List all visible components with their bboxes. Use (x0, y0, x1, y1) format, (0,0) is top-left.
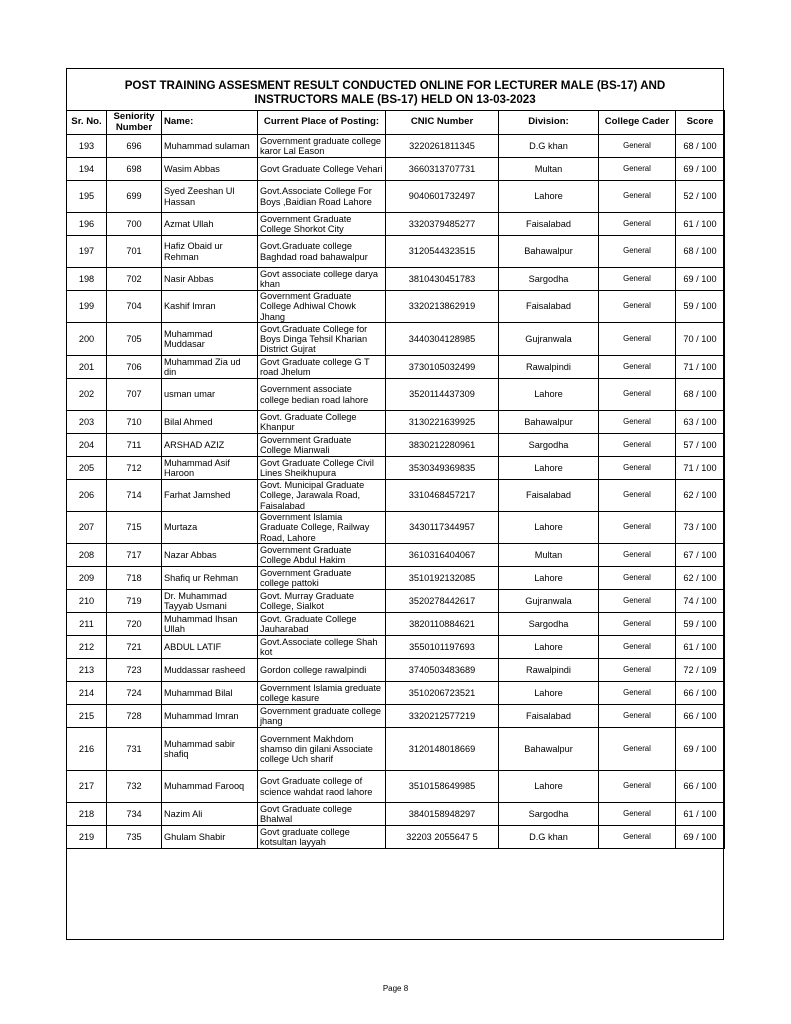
cell-cnic: 3520114437309 (386, 379, 499, 411)
cell-cnic: 3220261811345 (386, 135, 499, 158)
cell-posting: Govt. Murray Graduate College, Sialkot (258, 590, 386, 613)
cell-sr: 204 (67, 434, 107, 457)
cell-sr: 215 (67, 705, 107, 728)
table-row (67, 544, 725, 567)
cell-name: Muhammad Asif Haroon (162, 457, 258, 480)
cell-cadre: General (599, 236, 676, 268)
cell-cnic: 32203 2055647 5 (386, 826, 499, 849)
cell-cnic: 3660313707731 (386, 158, 499, 181)
cell-score: 57 / 100 (676, 434, 725, 457)
cell-score: 66 / 100 (676, 705, 725, 728)
table-row (67, 213, 725, 236)
table-row (67, 728, 725, 771)
cell-division: Bahawalpur (499, 236, 599, 268)
cell-name: Ghulam Shabir (162, 826, 258, 849)
cell-cnic: 3310468457217 (386, 480, 499, 512)
table-row (67, 323, 725, 356)
cell-seniority: 720 (107, 613, 162, 636)
cell-seniority: 719 (107, 590, 162, 613)
cell-name: Muhammad Farooq (162, 771, 258, 803)
table-row (67, 826, 725, 849)
cell-score: 72 / 109 (676, 659, 725, 682)
cell-posting: Government Graduate College Shorkot City (258, 213, 386, 236)
cell-cadre: General (599, 682, 676, 705)
cell-posting: Govt.Associate college Shah kot (258, 636, 386, 659)
header-sr: Sr. No. (67, 111, 107, 135)
cell-posting: Government Graduate College Mianwali (258, 434, 386, 457)
cell-cnic: 3510192132085 (386, 567, 499, 590)
table-row (67, 567, 725, 590)
cell-seniority: 711 (107, 434, 162, 457)
cell-sr: 198 (67, 268, 107, 291)
cell-posting: Govt Graduate College Civil Lines Sheikhupura (258, 457, 386, 480)
cell-posting: Govt. Graduate College Khanpur (258, 411, 386, 434)
cell-cadre: General (599, 411, 676, 434)
cell-cnic: 3510206723521 (386, 682, 499, 705)
cell-posting: Government Islamia greduate college kasure (258, 682, 386, 705)
table-row (67, 158, 725, 181)
document-title (66, 79, 724, 107)
cell-cadre: General (599, 567, 676, 590)
cell-score: 62 / 100 (676, 567, 725, 590)
table-row (67, 803, 725, 826)
cell-posting: Government Makhdom shamso din gilani Associate college Uch sharif (258, 728, 386, 771)
cell-seniority: 701 (107, 236, 162, 268)
cell-division: Multan (499, 158, 599, 181)
cell-name: Muhammad Imran (162, 705, 258, 728)
cell-division: Lahore (499, 512, 599, 544)
cell-name: Dr. Muhammad Tayyab Usmani (162, 590, 258, 613)
cell-seniority: 702 (107, 268, 162, 291)
cell-cnic: 3810430451783 (386, 268, 499, 291)
cell-sr: 208 (67, 544, 107, 567)
title-line-2: INSTRUCTORS MALE (BS-17) HELD ON 13-03-2023 (254, 93, 536, 106)
cell-posting: Government Islamia Graduate College, Railway Road, Lahore (258, 512, 386, 544)
cell-cnic: 3520278442617 (386, 590, 499, 613)
cell-sr: 214 (67, 682, 107, 705)
cell-division: Bahawalpur (499, 728, 599, 771)
cell-seniority: 699 (107, 181, 162, 213)
cell-posting: Govt Graduate college G T road Jhelum (258, 356, 386, 379)
table-row (67, 411, 725, 434)
cell-cadre: General (599, 636, 676, 659)
table-row (67, 480, 725, 512)
cell-score: 61 / 100 (676, 636, 725, 659)
cell-division: Sargodha (499, 613, 599, 636)
cell-posting: Govt. Municipal Graduate College, Jarawala Road, Faisalabad (258, 480, 386, 512)
cell-division: Lahore (499, 379, 599, 411)
cell-name: Wasim Abbas (162, 158, 258, 181)
cell-sr: 216 (67, 728, 107, 771)
cell-sr: 209 (67, 567, 107, 590)
cell-division: Bahawalpur (499, 411, 599, 434)
cell-cadre: General (599, 705, 676, 728)
table-body (67, 135, 725, 849)
cell-posting: Govt Graduate College Vehari (258, 158, 386, 181)
cell-sr: 199 (67, 291, 107, 323)
cell-posting: Government graduate college karor Lal Eason (258, 135, 386, 158)
cell-seniority: 710 (107, 411, 162, 434)
cell-cnic: 3530349369835 (386, 457, 499, 480)
cell-name: Nasir Abbas (162, 268, 258, 291)
cell-division: Rawalpindi (499, 659, 599, 682)
cell-score: 71 / 100 (676, 457, 725, 480)
table-row (67, 457, 725, 480)
cell-division: Sargodha (499, 434, 599, 457)
cell-cadre: General (599, 659, 676, 682)
cell-cnic: 3320213862919 (386, 291, 499, 323)
cell-cnic: 3730105032499 (386, 356, 499, 379)
table-row (67, 771, 725, 803)
header-posting: Current Place of Posting: (258, 111, 386, 135)
cell-seniority: 705 (107, 323, 162, 356)
cell-score: 63 / 100 (676, 411, 725, 434)
cell-cnic: 3120148018669 (386, 728, 499, 771)
cell-score: 71 / 100 (676, 356, 725, 379)
cell-seniority: 714 (107, 480, 162, 512)
cell-cnic: 3320379485277 (386, 213, 499, 236)
cell-posting: Govt graduate college kotsultan layyah (258, 826, 386, 849)
cell-name: ARSHAD AZIZ (162, 434, 258, 457)
cell-name: Farhat Jamshed (162, 480, 258, 512)
cell-division: Sargodha (499, 268, 599, 291)
cell-cadre: General (599, 158, 676, 181)
cell-seniority: 707 (107, 379, 162, 411)
cell-seniority: 704 (107, 291, 162, 323)
cell-name: Hafiz Obaid ur Rehman (162, 236, 258, 268)
cell-seniority: 724 (107, 682, 162, 705)
cell-cnic: 3440304128985 (386, 323, 499, 356)
cell-sr: 218 (67, 803, 107, 826)
cell-sr: 201 (67, 356, 107, 379)
cell-score: 73 / 100 (676, 512, 725, 544)
cell-name: Muddassar rasheed (162, 659, 258, 682)
cell-division: Lahore (499, 181, 599, 213)
table-row (67, 356, 725, 379)
header-cadre: College Cader (599, 111, 676, 135)
cell-score: 69 / 100 (676, 728, 725, 771)
cell-division: Faisalabad (499, 291, 599, 323)
cell-cnic: 3510158649985 (386, 771, 499, 803)
cell-cnic: 3130221639925 (386, 411, 499, 434)
cell-division: Faisalabad (499, 213, 599, 236)
cell-seniority: 723 (107, 659, 162, 682)
cell-name: Muhammad Bilal (162, 682, 258, 705)
table-row (67, 636, 725, 659)
table-row (67, 236, 725, 268)
cell-sr: 195 (67, 181, 107, 213)
cell-name: usman umar (162, 379, 258, 411)
cell-name: Muhammad sulaman (162, 135, 258, 158)
cell-cadre: General (599, 826, 676, 849)
cell-sr: 194 (67, 158, 107, 181)
cell-cnic: 3740503483689 (386, 659, 499, 682)
cell-seniority: 712 (107, 457, 162, 480)
cell-cadre: General (599, 590, 676, 613)
cell-seniority: 734 (107, 803, 162, 826)
cell-score: 70 / 100 (676, 323, 725, 356)
cell-division: Faisalabad (499, 705, 599, 728)
table-row (67, 379, 725, 411)
cell-score: 66 / 100 (676, 682, 725, 705)
cell-name: Azmat Ullah (162, 213, 258, 236)
cell-score: 67 / 100 (676, 544, 725, 567)
table-row (67, 291, 725, 323)
cell-seniority: 706 (107, 356, 162, 379)
cell-posting: Government associate college bedian road lahore (258, 379, 386, 411)
cell-name: Muhammad Ihsan Ullah (162, 613, 258, 636)
table-row (67, 181, 725, 213)
cell-cnic: 3430117344957 (386, 512, 499, 544)
cell-seniority: 696 (107, 135, 162, 158)
cell-score: 59 / 100 (676, 613, 725, 636)
cell-seniority: 715 (107, 512, 162, 544)
cell-cnic: 3610316404067 (386, 544, 499, 567)
cell-sr: 193 (67, 135, 107, 158)
cell-sr: 217 (67, 771, 107, 803)
cell-name: Bilal Ahmed (162, 411, 258, 434)
table-row (67, 613, 725, 636)
cell-name: Murtaza (162, 512, 258, 544)
cell-score: 69 / 100 (676, 268, 725, 291)
cell-cadre: General (599, 434, 676, 457)
cell-name: Muhammad Zia ud din (162, 356, 258, 379)
cell-cadre: General (599, 544, 676, 567)
cell-name: Muhammad sabir shafiq (162, 728, 258, 771)
cell-name: ABDUL LATIF (162, 636, 258, 659)
cell-cadre: General (599, 213, 676, 236)
cell-division: Lahore (499, 771, 599, 803)
cell-sr: 210 (67, 590, 107, 613)
cell-name: Nazar Abbas (162, 544, 258, 567)
cell-sr: 197 (67, 236, 107, 268)
header-name: Name: (162, 111, 258, 135)
cell-division: D.G khan (499, 826, 599, 849)
cell-posting: Govt.Graduate college Baghdad road bahawalpur (258, 236, 386, 268)
cell-cnic: 3550101197693 (386, 636, 499, 659)
cell-score: 62 / 100 (676, 480, 725, 512)
cell-cadre: General (599, 356, 676, 379)
cell-cnic: 3840158948297 (386, 803, 499, 826)
cell-cnic: 3830212280961 (386, 434, 499, 457)
table-row (67, 512, 725, 544)
cell-sr: 205 (67, 457, 107, 480)
cell-sr: 212 (67, 636, 107, 659)
cell-sr: 207 (67, 512, 107, 544)
cell-cadre: General (599, 181, 676, 213)
cell-score: 68 / 100 (676, 379, 725, 411)
cell-cadre: General (599, 512, 676, 544)
cell-cadre: General (599, 480, 676, 512)
cell-seniority: 698 (107, 158, 162, 181)
cell-seniority: 735 (107, 826, 162, 849)
results-table (66, 110, 725, 849)
cell-seniority: 717 (107, 544, 162, 567)
cell-seniority: 731 (107, 728, 162, 771)
table-row (67, 135, 725, 158)
cell-division: Lahore (499, 567, 599, 590)
cell-cadre: General (599, 803, 676, 826)
cell-name: Shafiq ur Rehman (162, 567, 258, 590)
cell-score: 68 / 100 (676, 135, 725, 158)
header-cnic: CNIC Number (386, 111, 499, 135)
cell-posting: Govt Graduate college Bhalwal (258, 803, 386, 826)
cell-division: Lahore (499, 457, 599, 480)
cell-posting: Govt associate college darya khan (258, 268, 386, 291)
cell-sr: 203 (67, 411, 107, 434)
cell-posting: Government Graduate College Adhiwal Chowk Jhang (258, 291, 386, 323)
cell-cadre: General (599, 613, 676, 636)
table-row (67, 434, 725, 457)
cell-cadre: General (599, 323, 676, 356)
cell-sr: 219 (67, 826, 107, 849)
cell-sr: 206 (67, 480, 107, 512)
cell-posting: Government graduate college jhang (258, 705, 386, 728)
cell-seniority: 732 (107, 771, 162, 803)
cell-score: 68 / 100 (676, 236, 725, 268)
cell-cadre: General (599, 457, 676, 480)
cell-seniority: 700 (107, 213, 162, 236)
cell-sr: 211 (67, 613, 107, 636)
cell-cadre: General (599, 135, 676, 158)
cell-posting: Gordon college rawalpindi (258, 659, 386, 682)
cell-score: 52 / 100 (676, 181, 725, 213)
cell-sr: 213 (67, 659, 107, 682)
cell-sr: 196 (67, 213, 107, 236)
title-line-1: POST TRAINING ASSESMENT RESULT CONDUCTED ONLINE FOR LECTURER MALE (BS-17) AND (124, 79, 666, 92)
cell-score: 69 / 100 (676, 158, 725, 181)
cell-posting: Govt Graduate college of science wahdat raod lahore (258, 771, 386, 803)
page-number: Page 8 (382, 984, 409, 993)
cell-cadre: General (599, 268, 676, 291)
cell-seniority: 728 (107, 705, 162, 728)
cell-cnic: 3320212577219 (386, 705, 499, 728)
cell-division: D.G khan (499, 135, 599, 158)
cell-score: 66 / 100 (676, 771, 725, 803)
cell-score: 61 / 100 (676, 803, 725, 826)
cell-division: Rawalpindi (499, 356, 599, 379)
cell-score: 59 / 100 (676, 291, 725, 323)
cell-cadre: General (599, 771, 676, 803)
cell-cnic: 3820110884621 (386, 613, 499, 636)
cell-cadre: General (599, 291, 676, 323)
cell-sr: 200 (67, 323, 107, 356)
table-row (67, 590, 725, 613)
cell-posting: Govt.Associate College For Boys ,Baidian Road Lahore (258, 181, 386, 213)
cell-division: Faisalabad (499, 480, 599, 512)
table-row (67, 705, 725, 728)
cell-name: Nazim Ali (162, 803, 258, 826)
cell-cnic: 9040601732497 (386, 181, 499, 213)
cell-score: 61 / 100 (676, 213, 725, 236)
table-header-row (67, 111, 725, 135)
cell-posting: Govt.Graduate College for Boys Dinga Tehsil Kharian District Gujrat (258, 323, 386, 356)
header-division: Division: (499, 111, 599, 135)
cell-name: Kashif Imran (162, 291, 258, 323)
cell-division: Lahore (499, 636, 599, 659)
table-row (67, 268, 725, 291)
cell-seniority: 721 (107, 636, 162, 659)
cell-seniority: 718 (107, 567, 162, 590)
cell-posting: Government Graduate College Abdul Hakim (258, 544, 386, 567)
cell-cadre: General (599, 728, 676, 771)
cell-division: Gujranwala (499, 590, 599, 613)
table-row (67, 659, 725, 682)
cell-name: Muhammad Muddasar (162, 323, 258, 356)
cell-cnic: 3120544323515 (386, 236, 499, 268)
cell-posting: Govt. Graduate College Jauharabad (258, 613, 386, 636)
cell-cadre: General (599, 379, 676, 411)
cell-division: Sargodha (499, 803, 599, 826)
cell-division: Gujranwala (499, 323, 599, 356)
cell-division: Multan (499, 544, 599, 567)
table-row (67, 682, 725, 705)
cell-score: 69 / 100 (676, 826, 725, 849)
header-seniority: Seniority Number (107, 111, 162, 135)
cell-score: 74 / 100 (676, 590, 725, 613)
cell-sr: 202 (67, 379, 107, 411)
cell-name: Syed Zeeshan Ul Hassan (162, 181, 258, 213)
cell-division: Lahore (499, 682, 599, 705)
header-score: Score (676, 111, 725, 135)
cell-posting: Government Graduate college pattoki (258, 567, 386, 590)
